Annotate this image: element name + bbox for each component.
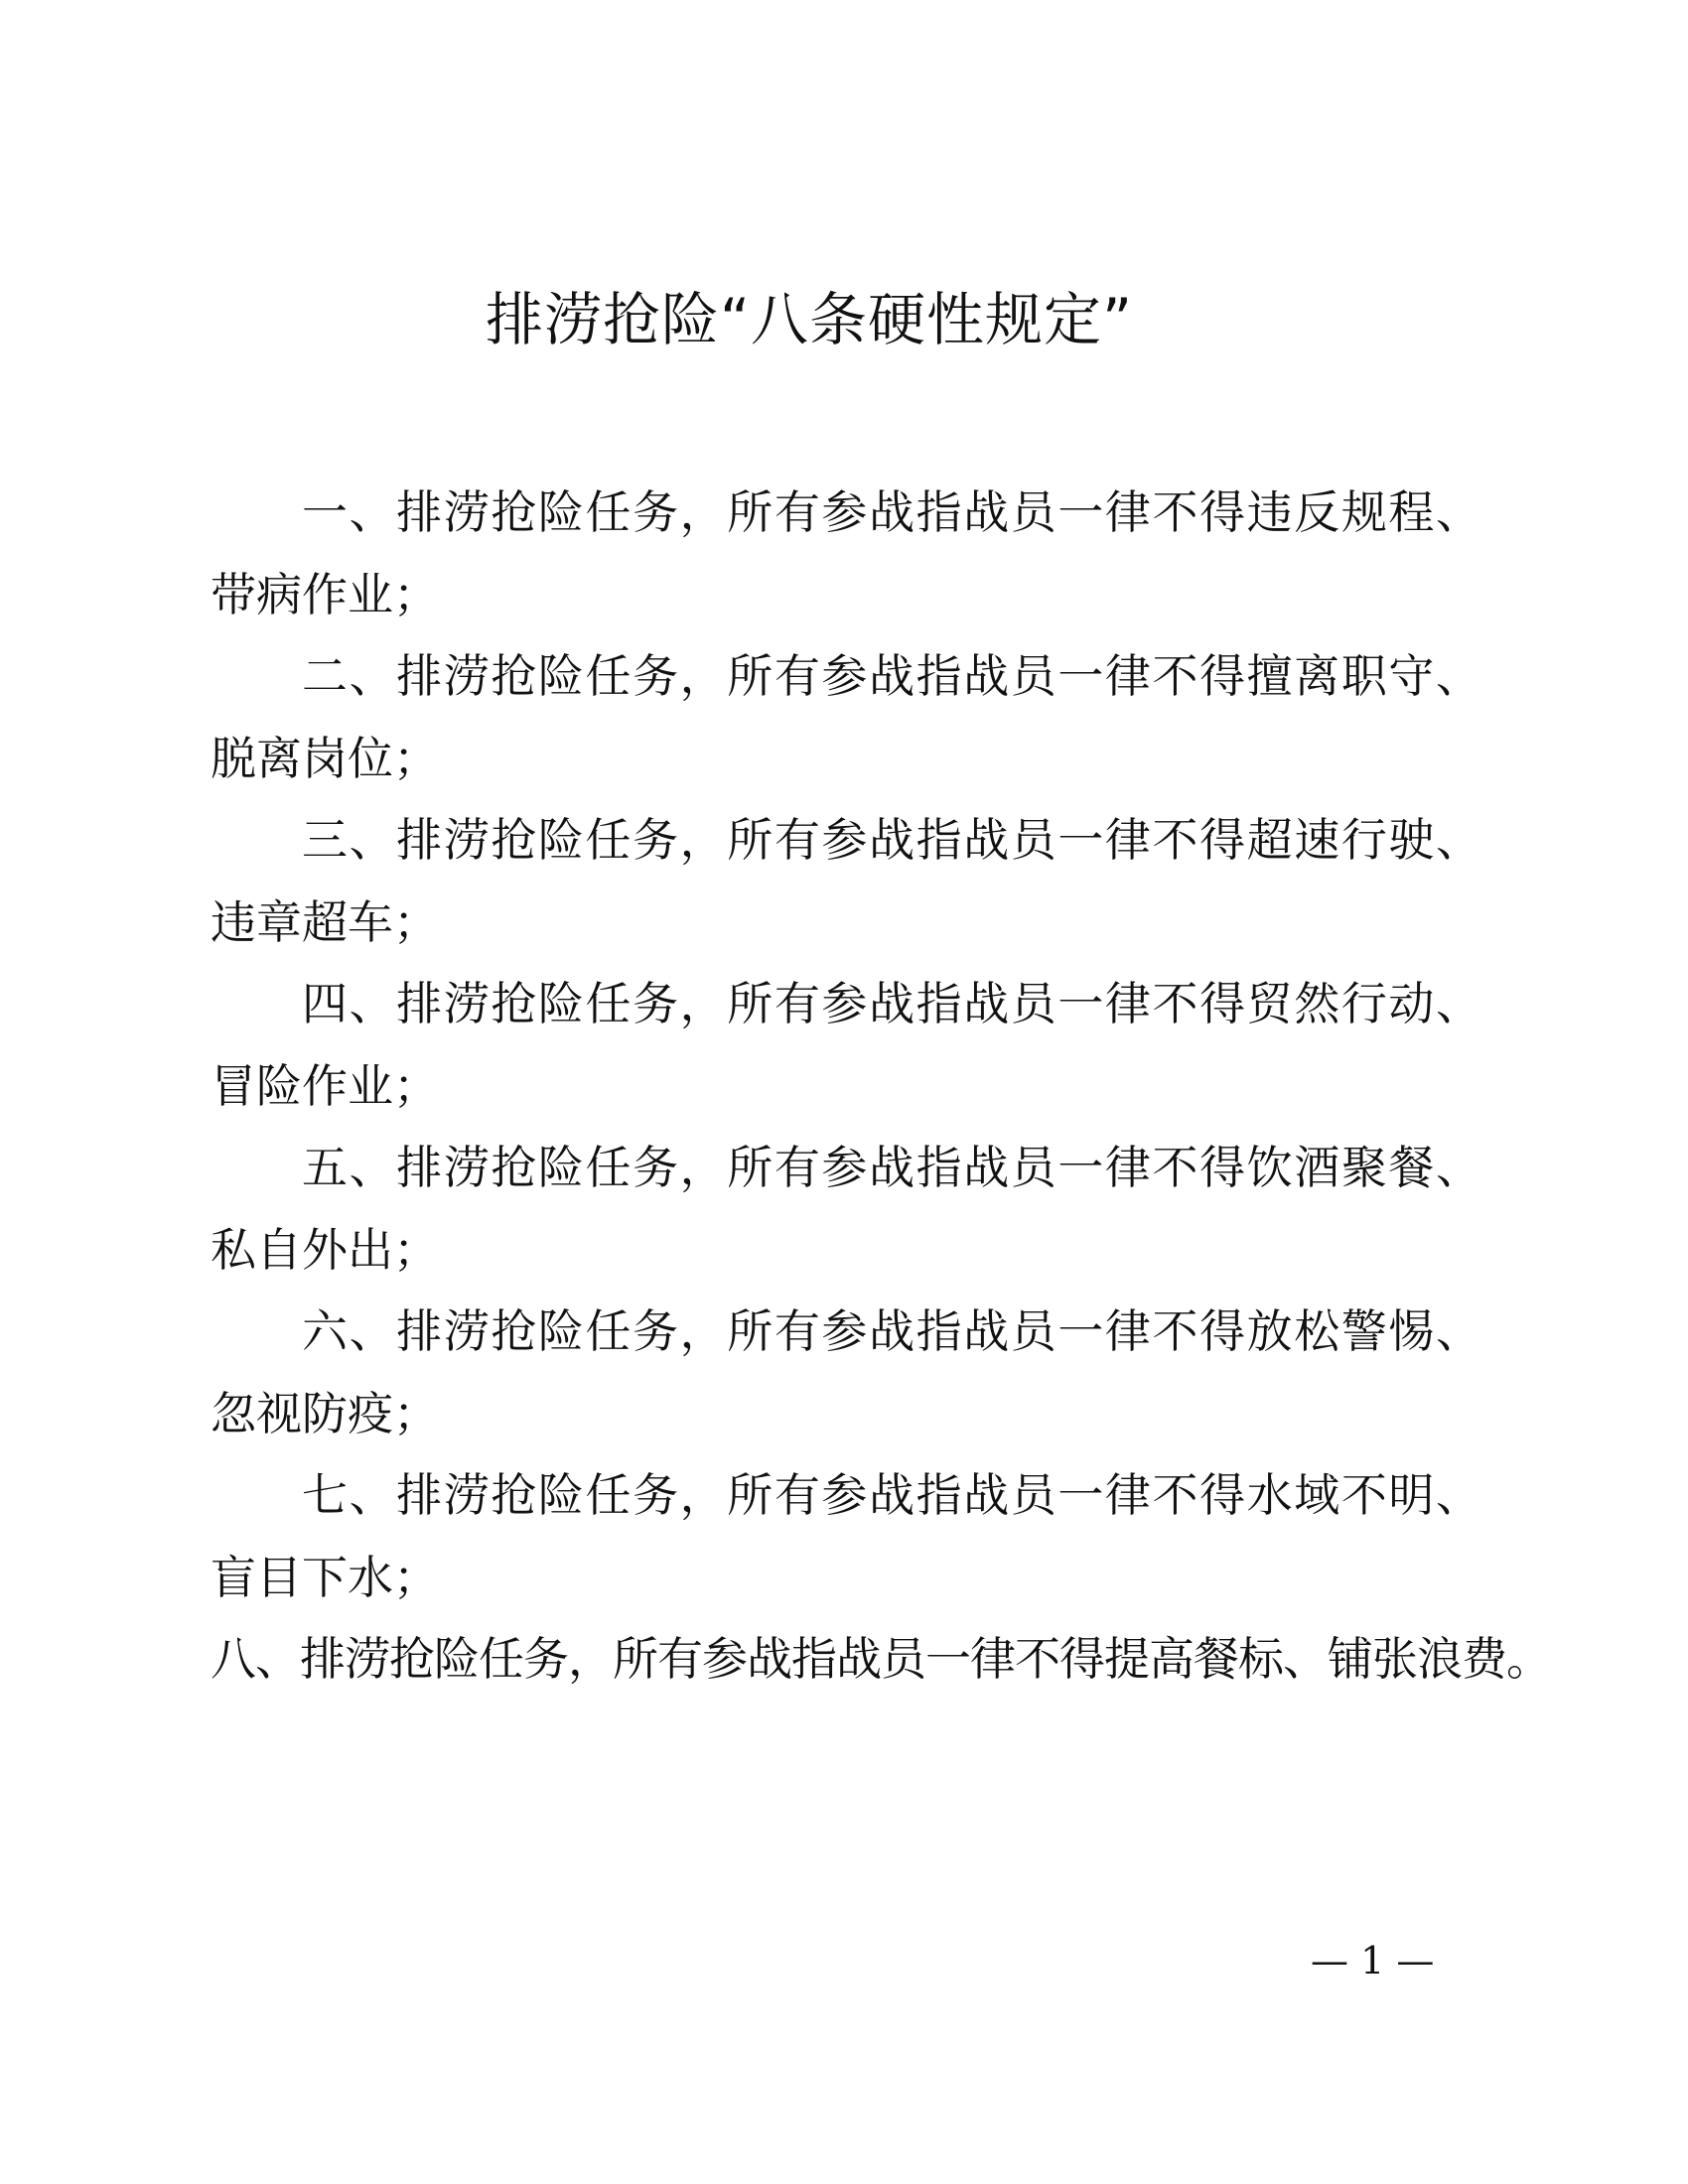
rule-item-5: 五、排涝抢险任务，所有参战指战员一律不得饮酒聚餐、私自外出； <box>211 1141 1481 1277</box>
rule-item-1: 一、排涝抢险任务，所有参战指战员一律不得违反规程、带病作业； <box>211 485 1481 621</box>
page-number: — 1 — <box>1311 1939 1435 1982</box>
rule-item-4: 四、排涝抢险任务，所有参战指战员一律不得贸然行动、冒险作业； <box>211 977 1481 1113</box>
rule-item-7: 七、排涝抢险任务，所有参战指战员一律不得水域不明、盲目下水； <box>211 1468 1481 1604</box>
rule-item-2: 二、排涝抢险任务，所有参战指战员一律不得擅离职守、脱离岗位； <box>211 649 1481 785</box>
rule-item-8: 八、排涝抢险任务，所有参战指战员一律不得提高餐标、铺张浪费。 <box>211 1632 1551 1686</box>
document-title: 排涝抢险“八条硬性规定” <box>485 286 1134 353</box>
rules-list <box>211 472 1551 1701</box>
rule-item-6: 六、排涝抢险任务，所有参战指战员一律不得放松警惕、忽视防疫； <box>211 1304 1481 1440</box>
rule-item-3: 三、排涝抢险任务，所有参战指战员一律不得超速行驶、违章超车； <box>211 813 1481 949</box>
